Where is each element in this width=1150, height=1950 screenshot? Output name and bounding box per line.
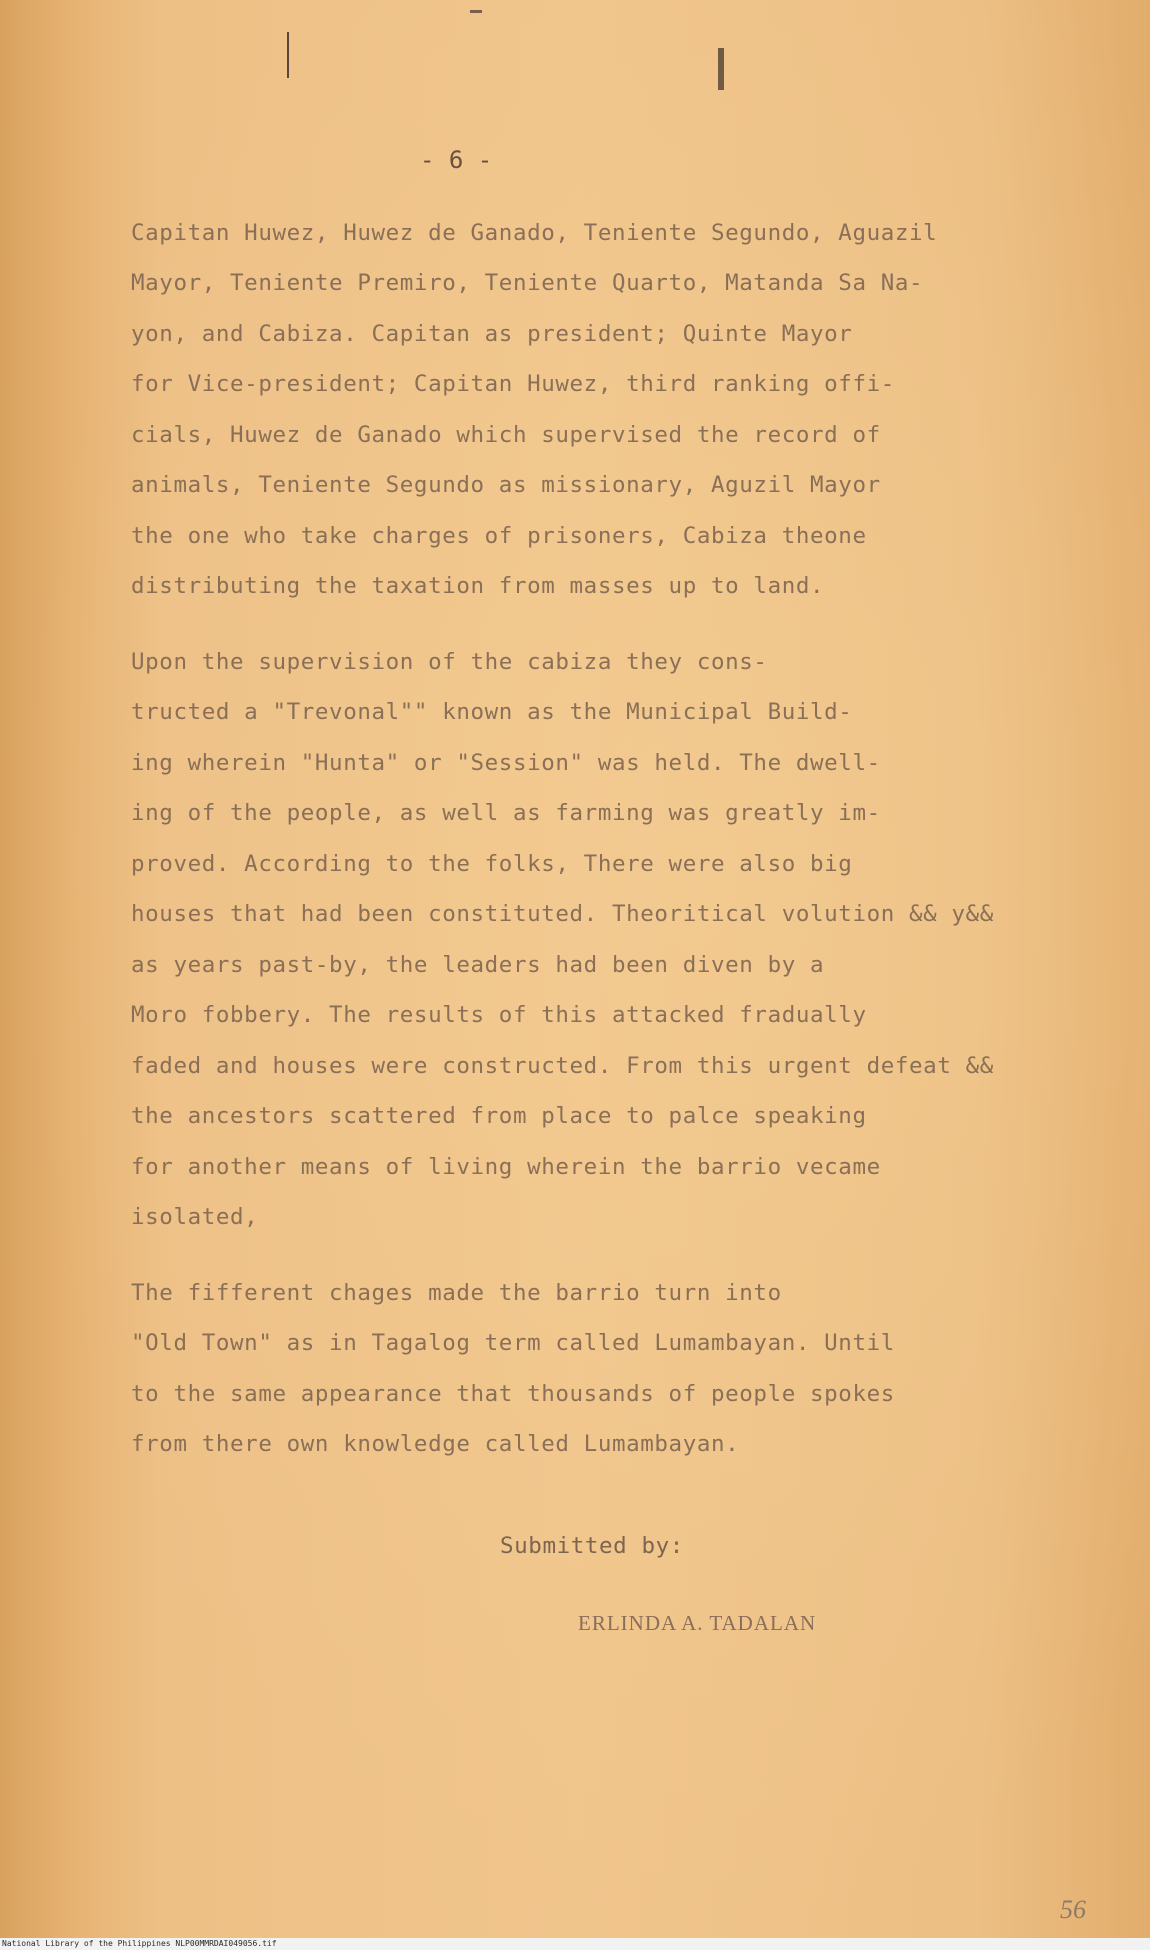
text-line: the ancestors scattered from place to palce speaking bbox=[131, 1103, 867, 1129]
text-line: yon, and Cabiza. Capitan as president; Quinte Mayor bbox=[131, 321, 853, 347]
text-line: Upon the supervision of the cabiza they cons- bbox=[131, 649, 768, 675]
text-line: Mayor, Teniente Premiro, Teniente Quarto, Matanda Sa Na- bbox=[131, 270, 924, 296]
text-line: cials, Huwez de Ganado which supervised the record of bbox=[131, 422, 881, 448]
text-line: tructed a "Trevonal"" known as the Municipal Build- bbox=[131, 699, 853, 725]
submitted-by-label: Submitted by: bbox=[500, 1533, 684, 1559]
text-line: Moro fobbery. The results of this attacked fradually bbox=[131, 1002, 867, 1028]
archive-footer: National Library of the Philippines NLP00MMRDAI049056.tif bbox=[0, 1938, 1150, 1950]
text-line: proved. According to the folks, There were also big bbox=[131, 851, 853, 877]
text-line: distributing the taxation from masses up to land. bbox=[131, 573, 825, 599]
ink-mark bbox=[287, 32, 289, 78]
author-name: ERLINDA A. TADALAN bbox=[578, 1611, 817, 1635]
folio-number: 56 bbox=[1060, 1895, 1086, 1924]
text-line: from there own knowledge called Lumambayan. bbox=[131, 1431, 740, 1457]
text-line: The fifferent chages made the barrio turn into bbox=[131, 1280, 782, 1306]
ink-mark bbox=[470, 10, 482, 13]
text-line: houses that had been constituted. Theoritical volution && y&& bbox=[131, 901, 994, 927]
text-line: animals, Teniente Segundo as missionary, Aguzil Mayor bbox=[131, 472, 881, 498]
text-line: as years past-by, the leaders had been diven by a bbox=[131, 952, 825, 978]
text-line: isolated, bbox=[131, 1204, 259, 1230]
text-line: for Vice-president; Capitan Huwez, third ranking offi- bbox=[131, 371, 895, 397]
ink-mark bbox=[718, 48, 724, 90]
text-line: Capitan Huwez, Huwez de Ganado, Teniente Segundo, Aguazil bbox=[131, 220, 938, 246]
text-line: ing wherein "Hunta" or "Session" was held. The dwell- bbox=[131, 750, 881, 776]
text-line: for another means of living wherein the barrio vecame bbox=[131, 1154, 881, 1180]
text-line: faded and houses were constructed. From this urgent defeat && bbox=[131, 1053, 994, 1079]
page-number: - 6 - bbox=[420, 146, 493, 174]
text-line: "Old Town" as in Tagalog term called Lumambayan. Until bbox=[131, 1330, 895, 1356]
text-line: ing of the people, as well as farming was greatly im- bbox=[131, 800, 881, 826]
text-line: to the same appearance that thousands of people spokes bbox=[131, 1381, 895, 1407]
text-line: the one who take charges of prisoners, Cabiza theone bbox=[131, 523, 867, 549]
